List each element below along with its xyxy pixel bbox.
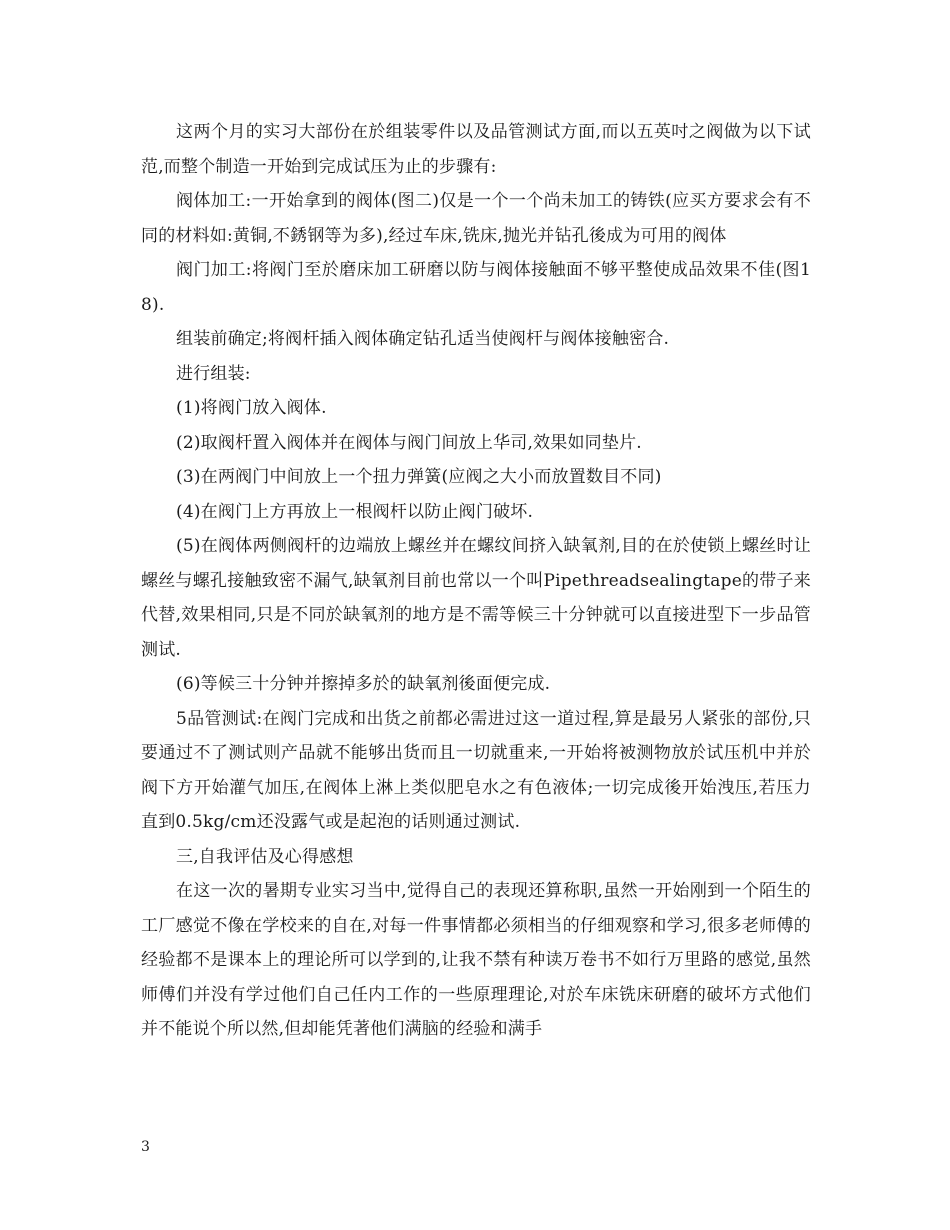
- paragraph-step-5: (5)在阀体两侧阀杆的边端放上螺丝并在螺纹间挤入缺氧剂,目的在於使锁上螺丝时让螺丝与螺孔接触致密不漏气,缺氧剂目前也常以一个叫Pipethreadsealingtape的带子来代替,效果相同,只是不同於缺氧剂的地方是不需等候三十分钟就可以直接进型下一步品管测试.: [141, 536, 811, 660]
- paragraph-step-1: (1)将阀门放入阀体.: [176, 398, 327, 418]
- paragraph-reflection: 在这一次的暑期专业实习当中,觉得自己的表现还算称职,虽然一开始刚到一个陌生的工厂感觉不像在学校来的自在,对每一件事情都必须相当的仔细观察和学习,很多老师傅的经验都不是课本上的理论所可以学到的,让我不禁有种读万卷书不如行万里路的感觉,虽然师傅们并没有学过他们自己任内工作的一些原理理论,对於车床铣床研磨的破坏方式他们并不能说个所以然,但却能凭著他们满脑的经验和满手: [141, 881, 811, 1039]
- paragraph-pre-assembly-check: 组装前确定;将阀杆插入阀体确定钻孔适当使阀杆与阀体接触密合.: [176, 329, 670, 349]
- paragraph-quality-test: 5品管测试:在阀门完成和出货之前都必需进过这一道过程,算是最另人紧张的部份,只要通过不了测试则产品就不能够出货而且一切就重来,一开始将被测物放於试压机中并於阀下方开始灌气加压,在阀体上淋上类似肥皂水之有色液体;一切完成後开始洩压,若压力直到0.5kg/cm还没露气或是起泡的话则通过测试.: [141, 708, 811, 832]
- paragraph-assembly-heading: 进行组装:: [176, 363, 251, 384]
- paragraph-step-6: (6)等候三十分钟并擦掉多於的缺氧剂後面便完成.: [176, 674, 551, 694]
- paragraph-valve-body-machining: 阀体加工:一开始拿到的阀体(图二)仅是一个一个尚未加工的铸铁(应买方要求会有不同的材料如:黄铜,不銹钢等为多),经过车床,铣床,抛光并钻孔後成为可用的阀体: [141, 191, 811, 246]
- paragraph-valve-gate-machining: 阀门加工:将阀门至於磨床加工研磨以防与阀体接触面不够平整使成品效果不佳(图18).: [141, 260, 811, 315]
- paragraph-intro: 这两个月的实习大部份在於组装零件以及品管测试方面,而以五英吋之阀做为以下试范,而整个制造一开始到完成试压为止的步骤有:: [141, 122, 811, 177]
- paragraph-step-4: (4)在阀门上方再放上一根阀杆以防止阀门破坏.: [176, 501, 534, 522]
- paragraph-step-2: (2)取阀杆置入阀体并在阀体与阀门间放上华司,效果如同垫片.: [176, 432, 642, 453]
- section-heading-self-evaluation: 三,自我评估及心得感想: [176, 846, 354, 867]
- document-body: [141, 115, 811, 1047]
- page-number: 3: [141, 1139, 150, 1155]
- paragraph-step-3: (3)在两阀门中间放上一个扭力弹簧(应阀之大小而放置数目不同): [176, 467, 662, 487]
